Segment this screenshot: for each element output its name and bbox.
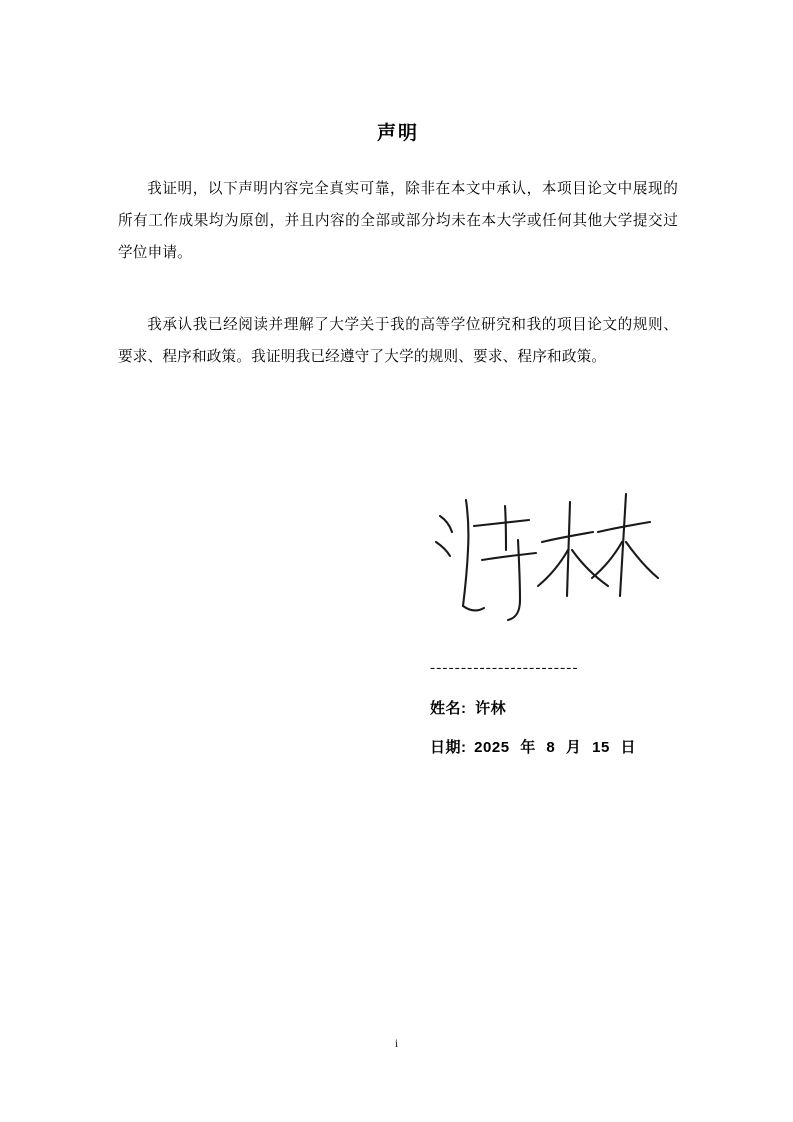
name-label: 姓名: (430, 700, 467, 717)
signature-ink-icon (430, 480, 660, 655)
name-value: 许林 (475, 700, 507, 717)
page-title: 声明 (376, 123, 419, 144)
page-number: i (394, 1036, 399, 1050)
date-year-value: 2025 (474, 739, 510, 756)
date-month-value: 8 (546, 739, 556, 756)
date-label: 日期: (430, 739, 467, 756)
name-field-row (430, 697, 690, 718)
date-day-value: 15 (592, 739, 610, 756)
date-year-unit: 年 (520, 739, 536, 756)
date-day-unit: 日 (620, 739, 636, 756)
signature-rule: ------------------------ (430, 660, 579, 676)
handwritten-signature (430, 480, 690, 660)
date-field-row (430, 736, 690, 757)
document-body (118, 0, 678, 373)
declaration-paragraph-1: 我证明，以下声明内容完全真实可靠，除非在本文中承认，本项目论文中展现的所有工作成果均为原创，并且内容的全部或部分均未在本大学或任何其他大学提交过学位申请。 (118, 181, 678, 261)
date-month-unit: 月 (565, 739, 582, 756)
declaration-paragraph-2: 我承认我已经阅读并理解了大学关于我的高等学位研究和我的项目论文的规则、要求、程序和政策。我证明我已经遵守了大学的规则、要求、程序和政策。 (118, 317, 678, 365)
signature-block (430, 480, 690, 757)
